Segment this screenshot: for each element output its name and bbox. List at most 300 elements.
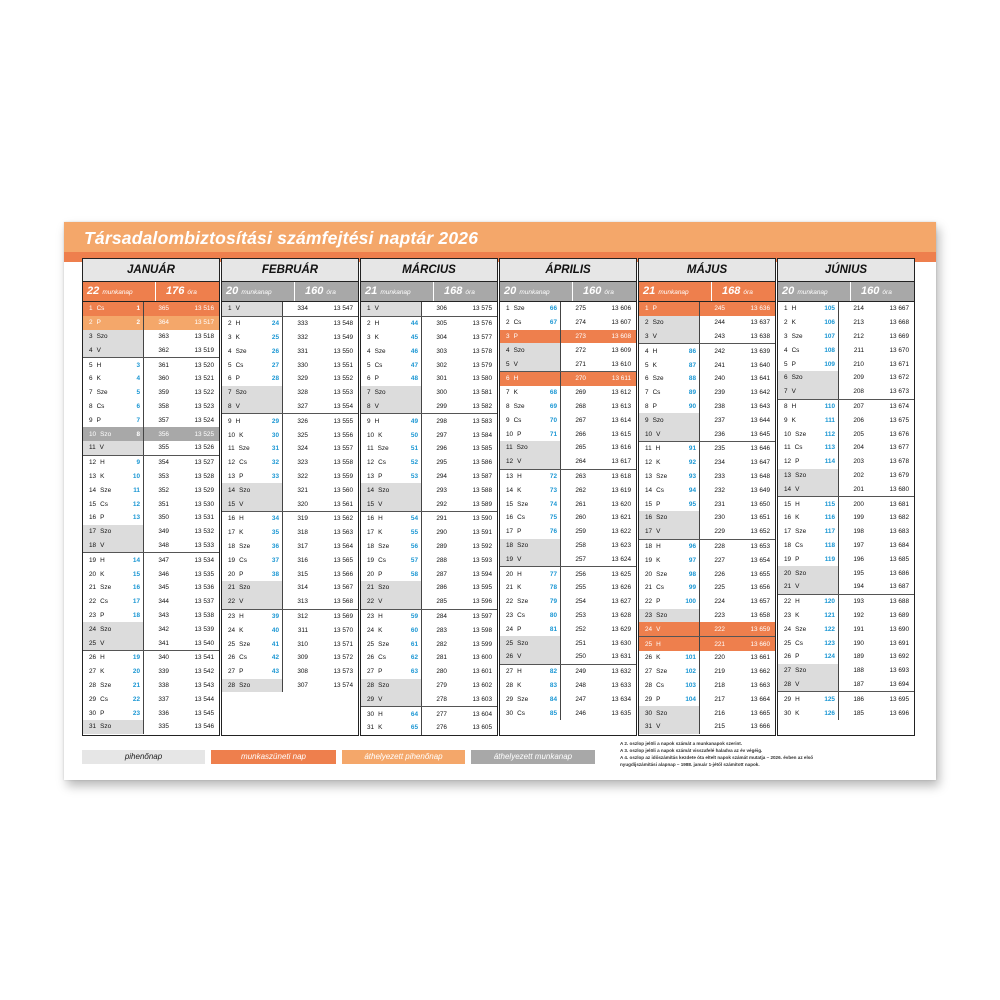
day-of-month: 11 <box>784 444 791 452</box>
days-remaining: 235 <box>699 442 729 456</box>
days-remaining: 271 <box>560 357 590 371</box>
weekday: P <box>652 305 657 313</box>
workday-index: 21 <box>132 681 140 689</box>
days-remaining: 352 <box>143 483 173 497</box>
workday-number: 20 <box>782 285 795 297</box>
days-remaining: 215 <box>699 720 729 734</box>
weekday: H <box>378 515 383 523</box>
cumulative-day: 13 689 <box>889 611 909 619</box>
workday-index: 74 <box>549 500 557 508</box>
days-remaining: 293 <box>421 483 451 497</box>
workday-index <box>256 595 282 609</box>
days-remaining: 246 <box>560 706 590 720</box>
cumulative-day: 13 547 <box>333 305 353 313</box>
days-remaining: 211 <box>838 343 868 357</box>
weekday: V <box>239 598 244 606</box>
date-cell <box>639 720 673 734</box>
weekday: Sze <box>795 625 807 633</box>
workday-index: 73 <box>549 486 557 494</box>
weekday: H <box>100 556 105 564</box>
month-name: ÁPRILIS <box>500 259 636 282</box>
days-remaining: 289 <box>421 540 451 554</box>
cumulative-day: 13 687 <box>889 583 909 591</box>
cumulative-day: 13 601 <box>472 668 492 676</box>
workday-index <box>256 581 282 595</box>
day-of-month: 25 <box>784 639 792 647</box>
day-of-month: 20 <box>89 570 97 578</box>
date-cell <box>639 511 673 525</box>
date-cell <box>222 540 256 554</box>
day-of-month: 17 <box>367 529 375 537</box>
day-of-month: 4 <box>89 346 93 354</box>
weekday: Cs <box>235 361 244 369</box>
day-row <box>500 441 636 455</box>
weekday: H <box>791 402 797 410</box>
weekday: Szo <box>656 611 668 619</box>
days-remaining: 275 <box>560 302 590 316</box>
weekday: Sze <box>378 640 390 648</box>
workday-index: 43 <box>271 668 279 676</box>
cumulative-day: 13 577 <box>472 333 492 341</box>
day-row <box>83 595 219 609</box>
days-remaining: 232 <box>699 483 729 497</box>
hours-number: 176 <box>166 285 185 297</box>
date-cell <box>778 427 812 441</box>
workday-index <box>534 455 560 469</box>
day-row <box>778 302 914 316</box>
day-of-month: 21 <box>228 584 236 592</box>
weekday: P <box>378 668 383 676</box>
day-row <box>639 470 775 484</box>
cumulative-day: 13 652 <box>750 528 770 536</box>
day-row <box>778 595 914 609</box>
date-cell <box>83 525 117 539</box>
cumulative-day: 13 683 <box>889 528 909 536</box>
day-of-month: 27 <box>784 667 792 675</box>
weekday: K <box>235 333 240 341</box>
day-row <box>361 344 497 358</box>
weekday: H <box>795 500 800 508</box>
cumulative-day: 13 619 <box>611 486 631 494</box>
day-row <box>639 525 775 540</box>
cumulative-day: 13 597 <box>472 612 492 620</box>
date-cell <box>500 413 534 427</box>
date-cell <box>778 566 812 580</box>
day-of-month: 6 <box>784 374 788 382</box>
day-row <box>222 637 358 651</box>
date-cell <box>778 343 812 357</box>
month-summary <box>83 282 219 302</box>
cumulative-day: 13 656 <box>750 584 770 592</box>
day-row <box>361 456 497 470</box>
day-of-month: 22 <box>367 598 375 606</box>
weekday: P <box>100 611 105 619</box>
days-remaining: 202 <box>838 469 868 483</box>
day-of-month: 26 <box>645 654 653 662</box>
weekday: V <box>374 305 379 313</box>
day-of-month: 31 <box>89 723 97 731</box>
day-of-month: 1 <box>645 305 649 313</box>
days-remaining: 279 <box>421 679 451 693</box>
days-remaining: 303 <box>421 344 451 358</box>
cumulative-day: 13 645 <box>750 430 770 438</box>
weekday: K <box>517 486 522 494</box>
day-row <box>500 706 636 720</box>
workday-index <box>673 330 699 344</box>
days-remaining: 355 <box>143 441 173 455</box>
date-cell <box>500 441 534 455</box>
title-banner <box>64 222 936 252</box>
day-row <box>639 637 775 651</box>
day-row <box>500 302 636 316</box>
day-row <box>361 610 497 624</box>
cumulative-day: 13 681 <box>889 500 909 508</box>
weekday: Sze <box>517 695 529 703</box>
workday-index <box>812 371 838 385</box>
weekday: Szo <box>656 709 668 717</box>
day-row <box>778 636 914 650</box>
day-of-month: 8 <box>367 402 371 410</box>
weekday: V <box>795 485 800 493</box>
day-row <box>500 316 636 330</box>
days-remaining: 295 <box>421 456 451 470</box>
cumulative-day: 13 594 <box>472 570 492 578</box>
weekday: Sze <box>374 347 386 355</box>
workday-index: 88 <box>688 375 696 383</box>
days-remaining: 336 <box>143 706 173 720</box>
cumulative-day: 13 569 <box>333 612 353 620</box>
hours-label: óra <box>882 289 892 296</box>
weekday: Szo <box>100 723 112 731</box>
date-cell <box>83 539 117 553</box>
weekday: H <box>235 320 241 328</box>
weekday: Sze <box>377 445 389 453</box>
cumulative-day: 13 574 <box>333 681 353 689</box>
month-name: JÚNIUS <box>778 259 914 282</box>
cumulative-day: 13 629 <box>611 625 631 633</box>
day-row <box>222 456 358 470</box>
day-row <box>222 302 358 317</box>
date-cell <box>778 413 812 427</box>
workday-index: 51 <box>410 445 418 453</box>
date-cell <box>222 414 256 428</box>
weekday: K <box>795 611 800 619</box>
day-row <box>778 664 914 678</box>
workday-index: 35 <box>271 529 279 537</box>
day-row <box>361 400 497 415</box>
workday-index: 45 <box>410 333 418 341</box>
days-remaining: 314 <box>282 581 312 595</box>
day-of-month: 28 <box>89 681 97 689</box>
days-remaining: 194 <box>838 580 868 594</box>
day-of-month: 16 <box>645 514 653 522</box>
days-remaining: 364 <box>143 316 173 330</box>
weekday: V <box>656 625 661 633</box>
workday-index: 17 <box>132 598 140 606</box>
days-remaining: 306 <box>421 302 451 316</box>
date-cell <box>361 526 395 540</box>
date-cell <box>361 581 395 595</box>
page-title: Társadalombiztosítási számfejtési naptár 2026 <box>84 228 479 248</box>
day-row <box>639 609 775 623</box>
days-remaining: 247 <box>560 692 590 706</box>
date-cell <box>500 692 534 706</box>
days-remaining: 322 <box>282 470 312 484</box>
cumulative-day: 13 649 <box>750 486 770 494</box>
date-cell <box>222 567 256 581</box>
day-of-month: 6 <box>228 375 232 383</box>
days-remaining: 199 <box>838 511 868 525</box>
day-row <box>83 427 219 441</box>
days-remaining: 195 <box>838 566 868 580</box>
day-of-month: 22 <box>89 598 97 606</box>
workday-index: 62 <box>410 654 418 662</box>
weekday: P <box>517 528 522 536</box>
day-row <box>639 372 775 386</box>
cumulative-day: 13 627 <box>611 598 631 606</box>
day-row <box>778 650 914 664</box>
weekday: V <box>100 639 105 647</box>
weekday: V <box>235 402 240 410</box>
days-remaining: 325 <box>282 428 312 442</box>
workday-index: 38 <box>271 570 279 578</box>
day-row <box>222 400 358 415</box>
day-row <box>639 651 775 665</box>
day-of-month: 24 <box>89 625 97 633</box>
workday-number: 21 <box>643 285 656 297</box>
workday-index: 96 <box>688 542 696 550</box>
workday-index <box>534 441 560 455</box>
workday-index: 113 <box>824 444 835 452</box>
date-cell <box>639 413 673 427</box>
date-cell <box>778 692 812 706</box>
weekday: H <box>96 361 102 369</box>
workday-index: 104 <box>685 695 696 703</box>
date-cell <box>83 706 117 720</box>
workday-index: 15 <box>132 570 140 578</box>
cumulative-day: 13 696 <box>889 709 909 717</box>
day-of-month: 10 <box>228 431 236 439</box>
cumulative-day: 13 545 <box>194 709 214 717</box>
days-remaining: 332 <box>282 331 312 345</box>
workday-index: 29 <box>271 417 279 425</box>
month-summary <box>361 282 497 302</box>
day-row <box>83 665 219 679</box>
day-of-month: 21 <box>89 584 97 592</box>
weekday: Sze <box>517 500 529 508</box>
day-of-month: 30 <box>367 710 375 718</box>
workday-index: 59 <box>410 612 418 620</box>
cumulative-day: 13 646 <box>750 445 770 453</box>
date-cell <box>83 636 117 650</box>
day-row <box>778 371 914 385</box>
weekday: Cs <box>96 402 105 410</box>
cumulative-day: 13 674 <box>889 402 909 410</box>
day-of-month: 18 <box>89 541 97 549</box>
workday-index: 14 <box>132 556 140 564</box>
weekday: V <box>656 528 661 536</box>
day-of-month: 3 <box>645 332 649 340</box>
days-remaining: 290 <box>421 526 451 540</box>
days-remaining: 254 <box>560 595 590 609</box>
day-row <box>639 679 775 693</box>
date-cell <box>500 636 534 650</box>
day-of-month: 12 <box>784 458 792 466</box>
day-of-month: 3 <box>784 332 788 340</box>
day-of-month: 18 <box>506 541 514 549</box>
date-cell <box>778 357 812 371</box>
workday-index: 1 <box>136 305 140 313</box>
days-remaining: 362 <box>143 343 173 357</box>
day-row <box>361 553 497 567</box>
cumulative-day: 13 534 <box>194 556 214 564</box>
day-of-month: 20 <box>228 570 236 578</box>
weekday: Sze <box>100 584 112 592</box>
month-days <box>778 302 914 735</box>
workday-index: 95 <box>688 500 696 508</box>
day-row <box>361 595 497 610</box>
days-remaining: 216 <box>699 706 729 720</box>
date-cell <box>639 400 673 414</box>
workday-index: 83 <box>549 681 557 689</box>
day-row <box>222 679 358 693</box>
cumulative-day: 13 655 <box>750 570 770 578</box>
day-of-month: 14 <box>367 486 375 494</box>
workday-index: 26 <box>271 347 279 355</box>
day-row <box>83 358 219 372</box>
cumulative-day: 13 564 <box>333 542 353 550</box>
date-cell <box>500 650 534 664</box>
workday-index: 46 <box>410 347 418 355</box>
date-cell <box>639 651 673 665</box>
day-row <box>83 553 219 567</box>
day-row <box>639 358 775 372</box>
date-cell <box>361 344 395 358</box>
weekday: P <box>656 598 661 606</box>
days-remaining: 363 <box>143 330 173 344</box>
cumulative-day: 13 582 <box>472 402 492 410</box>
day-of-month: 6 <box>89 375 93 383</box>
workday-index: 81 <box>549 625 557 633</box>
day-row <box>778 692 914 706</box>
days-remaining: 255 <box>560 581 590 595</box>
weekday: V <box>235 305 240 313</box>
days-remaining: 284 <box>421 610 451 624</box>
workday-count <box>639 282 711 301</box>
cumulative-day: 13 581 <box>472 389 492 397</box>
date-cell <box>222 679 256 693</box>
day-row <box>639 344 775 358</box>
weekday: H <box>374 417 380 425</box>
workday-index: 87 <box>688 361 696 369</box>
days-remaining: 263 <box>560 470 590 484</box>
workday-index: 4 <box>136 375 140 383</box>
day-of-month: 13 <box>367 472 375 480</box>
day-of-month: 28 <box>506 681 514 689</box>
day-of-month: 23 <box>506 611 514 619</box>
weekday: K <box>378 724 383 732</box>
hours-number: 160 <box>861 285 880 297</box>
workday-index: 82 <box>549 668 557 676</box>
day-row <box>361 358 497 372</box>
day-row <box>778 316 914 330</box>
workday-index: 64 <box>410 710 418 718</box>
date-cell <box>778 385 812 399</box>
workday-index: 6 <box>136 402 140 410</box>
weekday: Cs <box>96 305 105 313</box>
workday-index <box>395 386 421 400</box>
date-cell <box>361 623 395 637</box>
weekday: V <box>378 695 383 703</box>
hours-number: 160 <box>305 285 324 297</box>
date-cell <box>639 540 673 554</box>
day-row <box>361 637 497 651</box>
weekday: K <box>656 556 661 564</box>
hours-label: óra <box>604 289 614 296</box>
workday-index: 66 <box>549 305 557 313</box>
weekday: Szo <box>374 389 386 397</box>
day-row <box>639 567 775 581</box>
day-of-month: 2 <box>645 319 649 327</box>
cumulative-day: 13 586 <box>472 459 492 467</box>
date-cell <box>500 595 534 609</box>
cumulative-day: 13 522 <box>194 389 214 397</box>
days-remaining: 365 <box>143 302 173 316</box>
date-cell <box>500 567 534 581</box>
weekday: H <box>517 472 522 480</box>
cumulative-day: 13 622 <box>611 528 631 536</box>
days-remaining: 243 <box>699 330 729 344</box>
weekday: Cs <box>517 611 525 619</box>
day-of-month: 16 <box>228 515 236 523</box>
cumulative-day: 13 676 <box>889 430 909 438</box>
cumulative-day: 13 673 <box>889 388 909 396</box>
date-cell <box>639 497 673 511</box>
date-cell <box>778 580 812 594</box>
workday-index <box>673 316 699 330</box>
cumulative-day: 13 570 <box>333 626 353 634</box>
workday-index: 123 <box>824 639 835 647</box>
day-of-month: 25 <box>645 640 653 648</box>
days-remaining: 240 <box>699 372 729 386</box>
day-of-month: 23 <box>784 611 792 619</box>
workday-index: 97 <box>688 556 696 564</box>
date-cell <box>222 595 256 609</box>
workday-index <box>673 525 699 539</box>
date-cell <box>83 413 117 427</box>
footnotes <box>620 740 920 768</box>
weekday: H <box>652 347 658 355</box>
cumulative-day: 13 639 <box>750 347 770 355</box>
days-remaining: 261 <box>560 497 590 511</box>
workday-count <box>500 282 572 301</box>
day-of-month: 9 <box>506 416 510 424</box>
weekday: P <box>96 416 101 424</box>
cumulative-day: 13 578 <box>472 347 492 355</box>
workday-index <box>395 483 421 497</box>
date-cell <box>361 331 395 345</box>
days-remaining: 225 <box>699 581 729 595</box>
cumulative-day: 13 537 <box>194 598 214 606</box>
day-row <box>83 413 219 427</box>
day-of-month: 27 <box>506 668 514 676</box>
days-remaining: 269 <box>560 386 590 400</box>
weekday: Sze <box>513 402 525 410</box>
day-row <box>639 497 775 511</box>
workday-index: 108 <box>824 346 835 354</box>
workday-index: 60 <box>410 626 418 634</box>
cumulative-day: 13 636 <box>750 305 770 313</box>
